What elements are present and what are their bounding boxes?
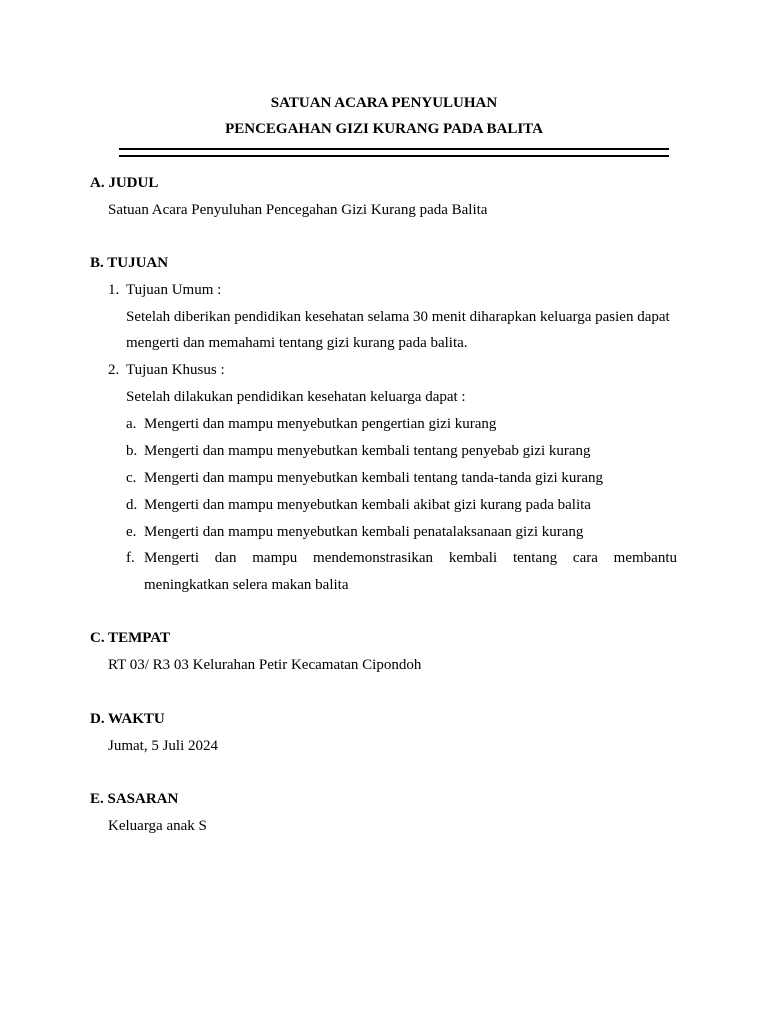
word: Mengerti <box>144 550 199 566</box>
word: mampu <box>252 550 298 566</box>
section-d-heading: D. WAKTU <box>90 711 165 727</box>
word: mendemonstrasikan <box>313 550 434 566</box>
sub-item-letter-b: b. <box>126 443 138 459</box>
section-d-text: Jumat, 5 Juli 2024 <box>108 738 219 754</box>
sub-item-text-c: Mengerti dan mampu menyebutkan kembali tentang tanda-tanda gizi kurang <box>144 470 604 486</box>
list-number-2: 2. <box>108 362 120 378</box>
section-a-text: Satuan Acara Penyuluhan Pencegahan Gizi Kurang pada Balita <box>108 202 488 218</box>
title-divider-bottom <box>119 155 669 157</box>
section-a-heading: A. JUDUL <box>90 175 159 191</box>
word: tentang <box>512 550 558 566</box>
sub-item-letter-a: a. <box>126 416 137 432</box>
sub-item-text-a: Mengerti dan mampu menyebutkan pengertian gizi kurang <box>144 416 497 432</box>
sub-item-text-f-line2: meningkatkan selera makan balita <box>144 577 349 593</box>
word: cara <box>572 550 598 566</box>
tujuan-khusus-label: Tujuan Khusus : <box>126 362 225 378</box>
list-number-1: 1. <box>108 282 120 298</box>
word: dan <box>214 550 237 566</box>
sub-item-letter-c: c. <box>126 470 137 486</box>
word: membantu <box>613 550 677 566</box>
word: kembali <box>448 550 498 566</box>
sub-item-text-e: Mengerti dan mampu menyebutkan kembali penatalaksanaan gizi kurang <box>144 524 584 540</box>
sub-item-letter-f: f. <box>126 550 135 566</box>
tujuan-umum-text-line2: mengerti dan memahami tentang gizi kurang pada balita. <box>126 335 468 351</box>
sub-item-letter-d: d. <box>126 497 138 513</box>
section-b-heading: B. TUJUAN <box>90 255 169 271</box>
section-c-heading: C. TEMPAT <box>90 630 171 646</box>
section-c-text: RT 03/ R3 03 Kelurahan Petir Kecamatan Cipondoh <box>108 657 422 673</box>
section-e-heading: E. SASARAN <box>90 791 179 807</box>
sub-item-text-f-line1 <box>144 549 677 567</box>
document-title: SATUAN ACARA PENYULUHAN <box>270 95 498 111</box>
title-divider-top <box>119 148 669 150</box>
tujuan-umum-label: Tujuan Umum : <box>126 282 222 298</box>
sub-item-text-d: Mengerti dan mampu menyebutkan kembali akibat gizi kurang pada balita <box>144 497 591 513</box>
sub-item-letter-e: e. <box>126 524 137 540</box>
tujuan-khusus-intro: Setelah dilakukan pendidikan kesehatan keluarga dapat : <box>126 389 466 405</box>
tujuan-umum-text-line1: Setelah diberikan pendidikan kesehatan selama 30 menit diharapkan keluarga pasien dapat <box>126 309 670 325</box>
sub-item-text-b: Mengerti dan mampu menyebutkan kembali tentang penyebab gizi kurang <box>144 443 591 459</box>
document-subtitle: PENCEGAHAN GIZI KURANG PADA BALITA <box>225 121 543 137</box>
section-e-text: Keluarga anak S <box>108 818 207 834</box>
